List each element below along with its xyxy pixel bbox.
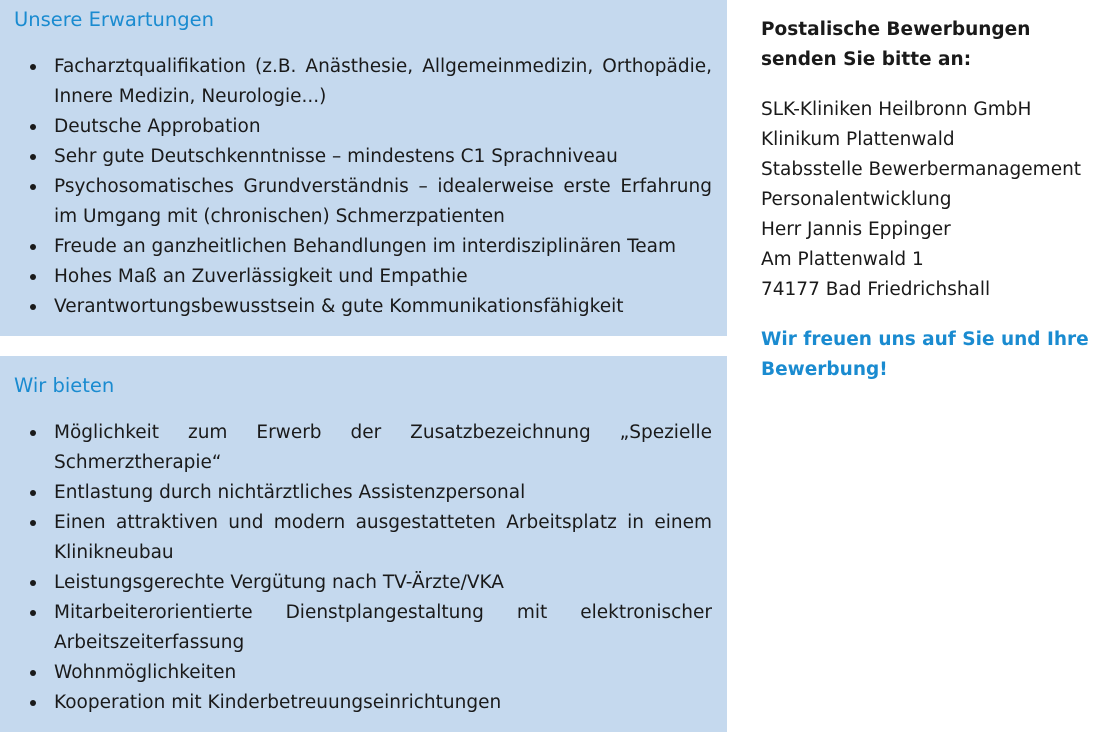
contact-section [761, 15, 1111, 385]
list-item [54, 658, 712, 688]
expectations-title: Unsere Erwartungen [14, 8, 214, 31]
list-item [54, 598, 712, 658]
list-item-text: Leistungsgerechte Vergütung nach TV-Ärzte/VKA [54, 572, 504, 593]
list-item-text: Hohes Maß an Zuverlässigkeit und Empathie [54, 266, 468, 287]
list-item-text: Sehr gute Deutschkenntnisse – mindestens C1 Sprachniveau [54, 146, 618, 167]
offer-list [14, 418, 712, 718]
offer-title: Wir bieten [14, 374, 115, 397]
bullet-icon [30, 64, 36, 70]
list-item-text: Deutsche Approbation [54, 116, 261, 137]
address-line: Stabsstelle Bewerbermanagement [761, 159, 1082, 180]
address-line: 74177 Bad Friedrichshall [761, 279, 991, 300]
list-item-text: Facharztqualifikation (z.B. Anästhesie, Allgemeinmedizin, Orthopädie, Innere Medizin, Neurologie...) [54, 56, 712, 107]
offer-section [0, 356, 727, 732]
list-item-text: Wohnmöglichkeiten [54, 662, 237, 683]
bullet-icon [30, 154, 36, 160]
address-line: SLK-Kliniken Heilbronn GmbH [761, 99, 1032, 120]
contact-address [761, 95, 1111, 305]
list-item [54, 292, 712, 322]
list-item [54, 172, 712, 232]
list-item [54, 418, 712, 478]
bullet-icon [30, 670, 36, 676]
list-item [54, 232, 712, 262]
expectations-section [0, 0, 727, 336]
bullet-icon [30, 244, 36, 250]
bullet-icon [30, 700, 36, 706]
contact-heading: Postalische Bewerbungen senden Sie bitte an: [761, 19, 1031, 70]
closing-text: Wir freuen uns auf Sie und Ihre Bewerbung! [761, 329, 1089, 380]
list-item [54, 112, 712, 142]
bullet-icon [30, 274, 36, 280]
list-item-text: Verantwortungsbewusstsein & gute Kommunikationsfähigkeit [54, 296, 624, 317]
bullet-icon [30, 610, 36, 616]
address-line: Herr Jannis Eppinger [761, 219, 951, 240]
bullet-icon [30, 304, 36, 310]
address-line: Am Plattenwald 1 [761, 249, 924, 270]
list-item [54, 478, 712, 508]
list-item [54, 262, 712, 292]
bullet-icon [30, 184, 36, 190]
list-item-text: Entlastung durch nichtärztliches Assistenzpersonal [54, 482, 526, 503]
bullet-icon [30, 124, 36, 130]
bullet-icon [30, 490, 36, 496]
list-item-text: Mitarbeiterorientierte Dienstplangestaltung mit elektronischer Arbeitszeiterfassung [54, 602, 712, 653]
bullet-icon [30, 520, 36, 526]
list-item-text: Psychosomatisches Grundverständnis – idealerweise erste Erfahrung im Umgang mit (chronischen) Schmerzpatienten [54, 176, 712, 227]
list-item [54, 688, 712, 718]
list-item-text: Freude an ganzheitlichen Behandlungen im interdisziplinären Team [54, 236, 677, 257]
address-line: Klinikum Plattenwald [761, 129, 955, 150]
bullet-icon [30, 430, 36, 436]
list-item-text: Einen attraktiven und modern ausgestatteten Arbeitsplatz in einem Klinikneubau [54, 512, 712, 563]
list-item-text: Kooperation mit Kinderbetreuungseinrichtungen [54, 692, 502, 713]
list-item [54, 508, 712, 568]
expectations-list [14, 52, 712, 322]
list-item [54, 568, 712, 598]
list-item [54, 142, 712, 172]
bullet-icon [30, 580, 36, 586]
address-line: Personalentwicklung [761, 189, 952, 210]
list-item [54, 52, 712, 112]
list-item-text: Möglichkeit zum Erwerb der Zusatzbezeichnung „Spezielle Schmerztherapie“ [54, 422, 712, 473]
